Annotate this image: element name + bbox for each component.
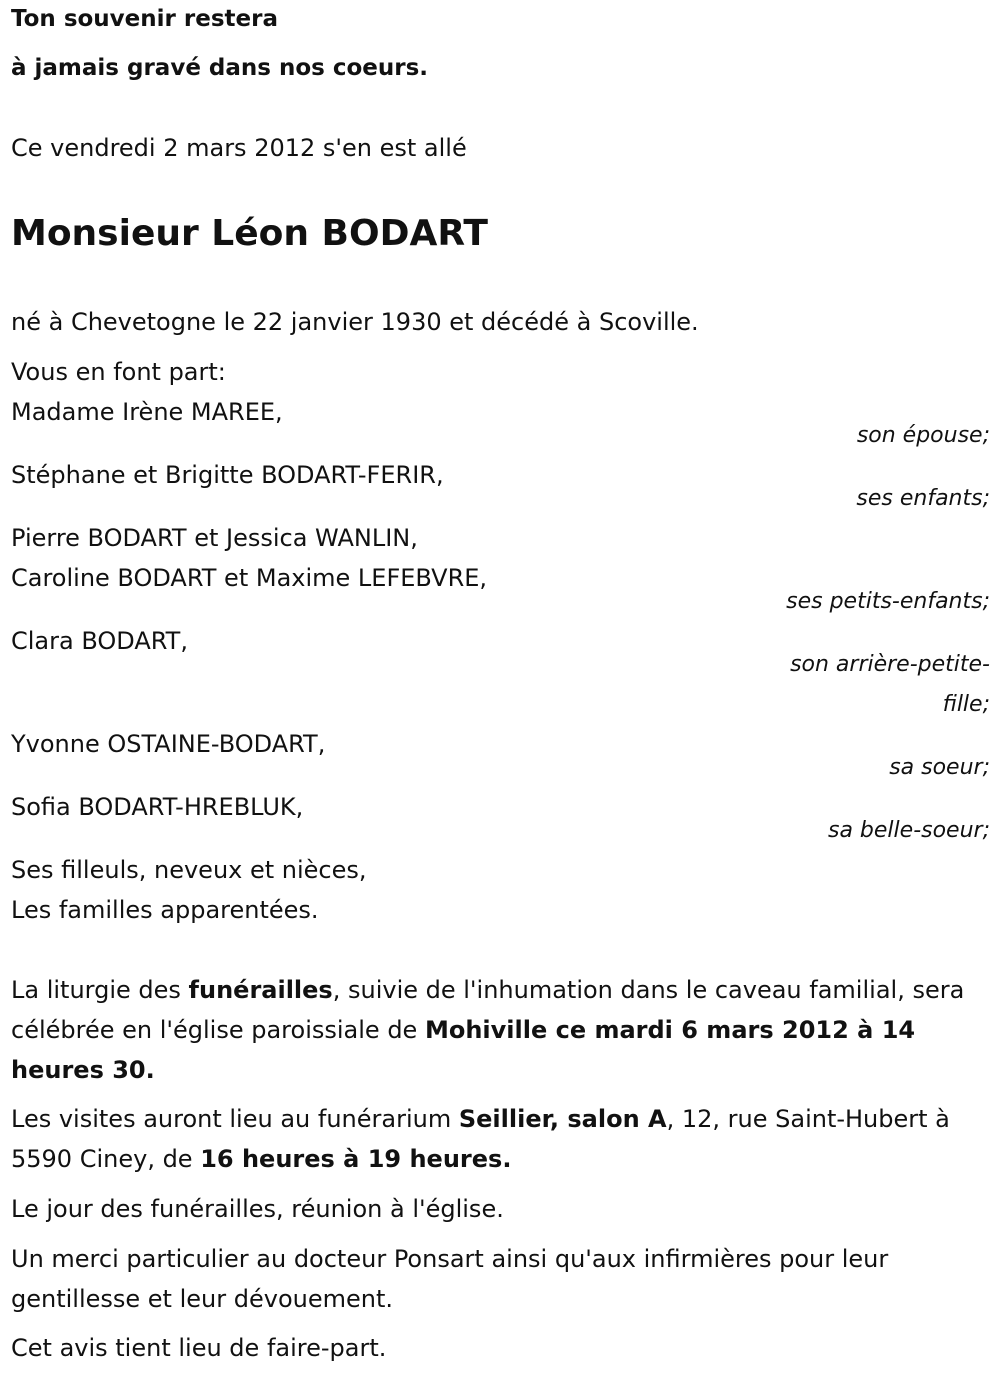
visits-text-d: 16 heures à 19 heures. [200,1145,512,1173]
visits-text-b: Seillier, salon A [458,1105,667,1133]
visits-text-a: Les visites auront lieu au funérarium [11,1105,459,1133]
closing-line: Cet avis tient lieu de faire-part. [11,1334,387,1362]
family-sister-in-law-relation: sa belle-soeur; [828,818,990,843]
visits-paragraph [11,1099,986,1179]
funeral-text-b: funérailles [188,976,333,1004]
family-sister-in-law: Sofia BODART-HREBLUK, [11,793,304,821]
thanks-paragraph: Un merci particulier au docteur Ponsart ainsi qu'aux infirmières pour leur gentillesse et leur dévouement. [11,1245,889,1313]
intro-line-1: Ton souvenir restera [11,6,278,32]
family-others-2: Les familles apparentées. [11,896,319,924]
announcement-line: Ce vendredi 2 mars 2012 s'en est allé [11,134,467,162]
notify-intro: Vous en font part: [11,358,226,386]
family-wife: Madame Irène MAREE, [11,398,283,426]
funeral-text-a: La liturgie des [11,976,189,1004]
family-sister: Yvonne OSTAINE-BODART, [11,730,326,758]
family-children-relation: ses enfants; [856,486,990,511]
family-sister-relation: sa soeur; [889,755,990,780]
funeral-text-c: , suivie de l'inhumation dans le caveau familial, sera célébrée en l'église paroissiale de [11,976,965,1044]
visits-text-c: , 12, rue Saint-Hubert à 5590 Ciney, de [11,1105,950,1173]
funeral-text-d: Mohiville ce mardi 6 mars 2012 à 14 heures 30. [11,1016,916,1084]
funeral-paragraph [11,970,986,1090]
birth-death-line: né à Chevetogne le 22 janvier 1930 et décédé à Scoville. [11,308,699,336]
deceased-name: Monsieur Léon BODART [11,213,488,254]
intro-line-2: à jamais gravé dans nos coeurs. [11,55,429,81]
family-grandchild-1: Pierre BODART et Jessica WANLIN, [11,524,418,552]
family-others-1: Ses filleuls, neveux et nièces, [11,856,367,884]
family-children: Stéphane et Brigitte BODART-FERIR, [11,461,444,489]
family-grandchildren-relation: ses petits-enfants; [786,589,990,614]
family-grandchild-2: Caroline BODART et Maxime LEFEBVRE, [11,564,488,592]
meeting-line: Le jour des funérailles, réunion à l'église. [11,1195,504,1223]
family-great-grandchild: Clara BODART, [11,627,188,655]
family-great-grandchild-relation-1: son arrière-petite- [790,652,990,677]
family-wife-relation: son épouse; [856,423,990,448]
family-great-grandchild-relation-2: fille; [942,692,990,717]
